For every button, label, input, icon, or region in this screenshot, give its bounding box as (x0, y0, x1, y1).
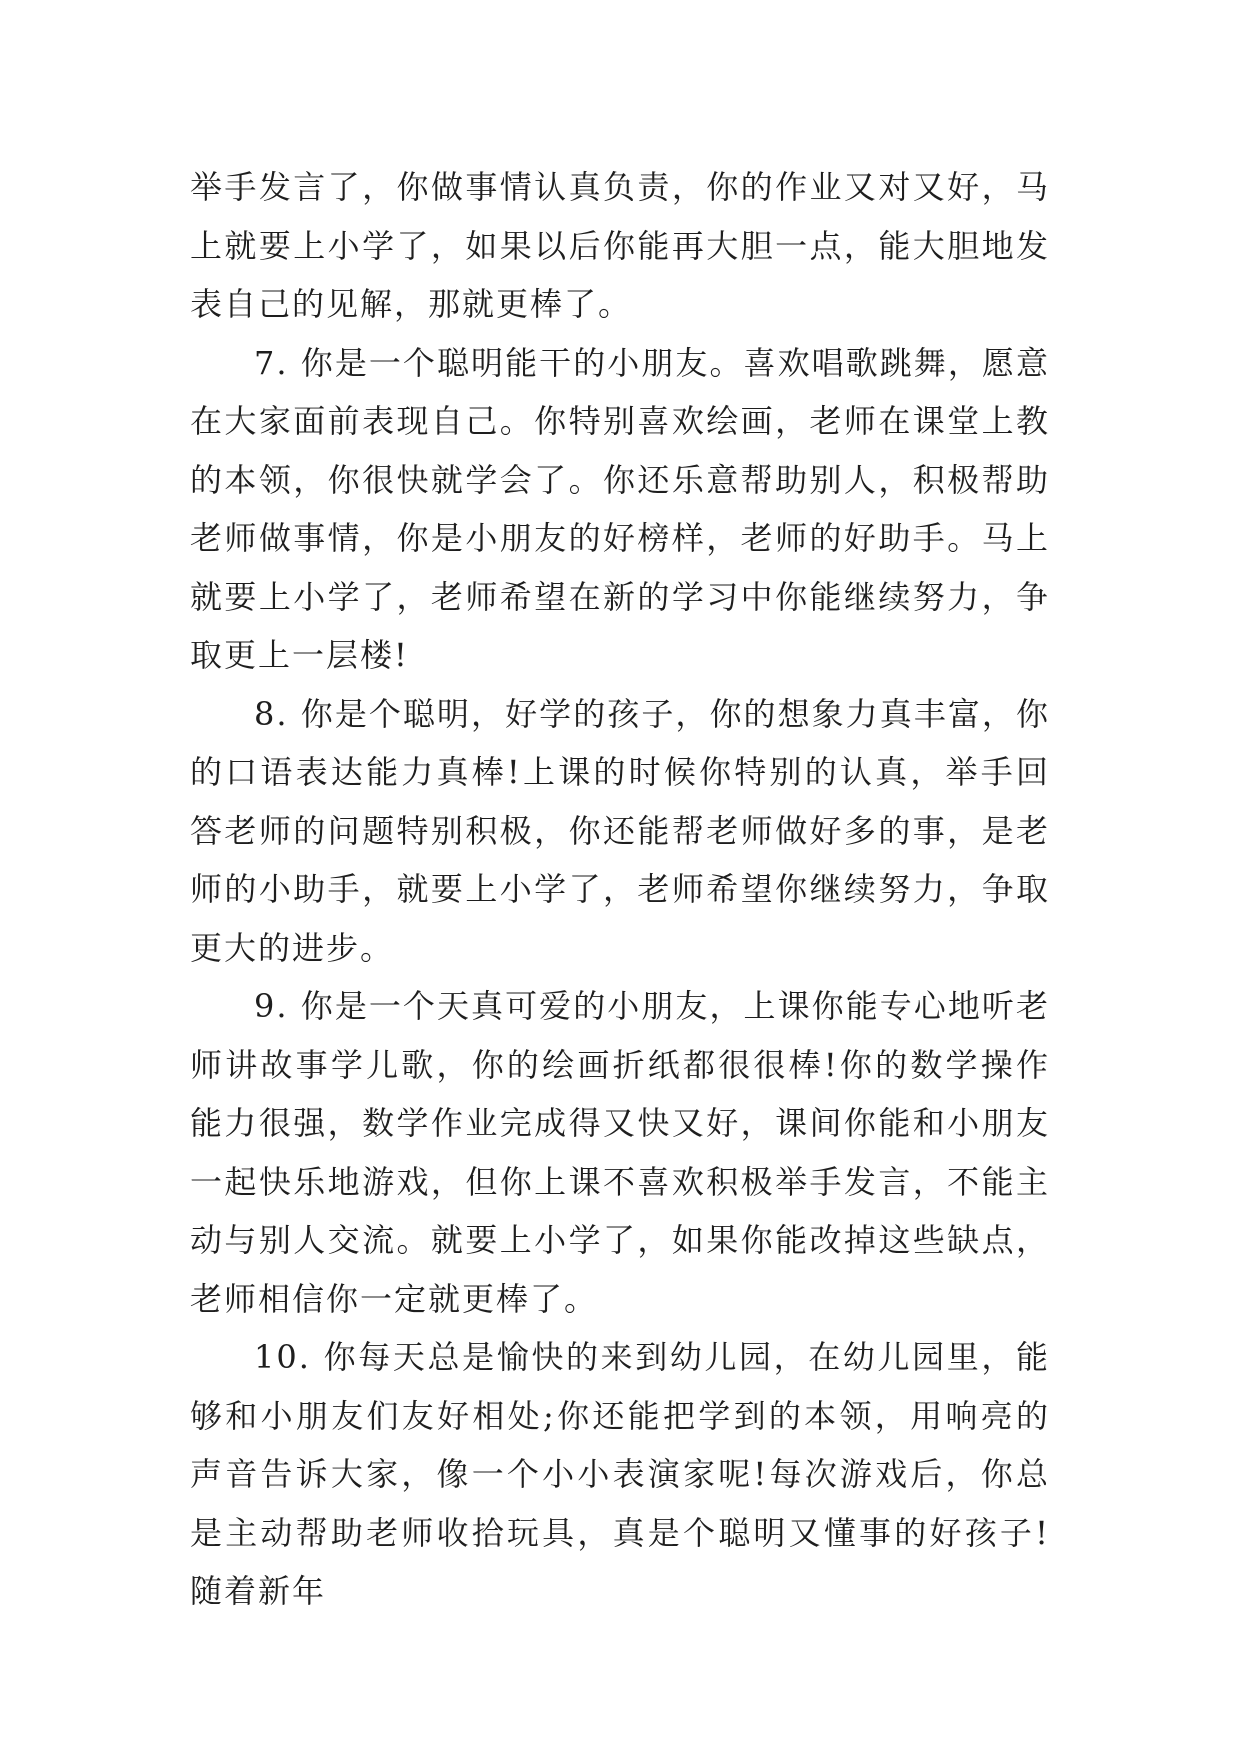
paragraph-item-8: 8. 你是个聪明，好学的孩子，你的想象力真丰富，你的口语表达能力真棒!上课的时候你特别的认真，举手回答老师的问题特别积极，你还能帮老师做好多的事，是老师的小助手，就要上小学了，老师希望你继续努力，争取更大的进步。 (190, 694, 1050, 967)
paragraph-item-7: 7. 你是一个聪明能干的小朋友。喜欢唱歌跳舞，愿意在大家面前表现自己。你特别喜欢绘画，老师在课堂上教的本领，你很快就学会了。你还乐意帮助别人，积极帮助老师做事情，你是小朋友的好榜样，老师的好助手。马上就要上小学了，老师希望在新的学习中你能继续努力，争取更上一层楼! (190, 343, 1050, 674)
paragraph-item-9: 9. 你是一个天真可爱的小朋友，上课你能专心地听老师讲故事学儿歌，你的绘画折纸都很很棒!你的数学操作能力很强，数学作业完成得又快又好，课间你能和小朋友一起快乐地游戏，但你上课不喜欢积极举手发言，不能主动与别人交流。就要上小学了，如果你能改掉这些缺点，老师相信你一定就更棒了。 (190, 987, 1050, 1318)
paragraph-item-10: 10. 你每天总是愉快的来到幼儿园，在幼儿园里，能够和小朋友们友好相处;你还能把学到的本领，用响亮的声音告诉大家，像一个小小表演家呢!每次游戏后，你总是主动帮助老师收拾玩具，真是个聪明又懂事的好孩子!随着新年 (190, 1338, 1050, 1610)
document-body (190, 158, 1050, 1621)
paragraph-continuation: 举手发言了，你做事情认真负责，你的作业又对又好，马上就要上小学了，如果以后你能再大胆一点，能大胆地发表自己的见解，那就更棒了。 (190, 168, 1050, 323)
